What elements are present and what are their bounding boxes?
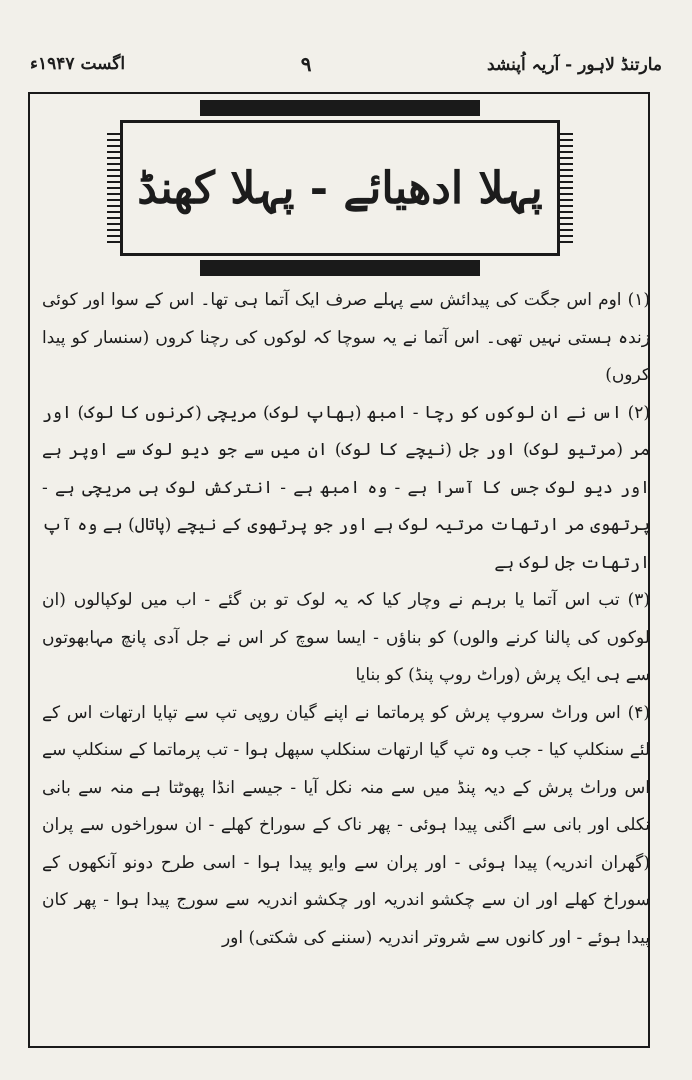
banner-box bbox=[120, 120, 560, 256]
page-number: ۹ bbox=[300, 52, 312, 76]
banner-bottom-bar bbox=[200, 260, 480, 276]
paragraph-3: (۳) تب اس آتما یا برہم نے وچار کیا کہ یہ لوک تو بن گئے - اب میں لوکپالوں (ان لوکوں کی پالنا کرنے والوں) کو بناؤں - ایسا سوچ کر اس نے جل آدی پانچ مہابھوتوں سے ہی ایک پرش (وراٹ روپ پنڈ) کو بنایا bbox=[42, 590, 650, 685]
paragraph-4: (۴) اس وراٹ سروپ پرش کو پرماتما نے اپنے گیان روپی تپ سے تپایا ارتھات اس کے لئے سنکلپ کیا - جب وہ تپ گیا ارتھات سنکلپ سپھل ہوا - تب پرماتما کے سنکلپ سے اس وراٹ پرش کے دیہ پنڈ میں سے منہ نکل آیا - جیسے انڈا پھوٹتا ہے منہ سے بانی نکلی اور بانی سے اگنی پیدا ہوئی - پھر ناک کے سوراخ کھلے - ان سوراخوں سے پران (گھران اندریہ) پیدا ہوئی - اور پران سے وایو پیدا ہوا - اسی طرح دونو آنکھوں کے سوراخ کھلے اور ان سے چکشو اندریہ اور چکشو اندریہ سے سورج پیدا ہوا - پھر کان پیدا ہوئے - اور کانوں سے شروتر اندریہ (سننے کی شکتی) اور bbox=[42, 702, 650, 948]
body-text bbox=[42, 282, 650, 1040]
paragraph-1: (۱) اوم اس جگت کی پیدائش سے پہلے صرف ایک آتما ہی تھا۔ اس کے سوا اور کوئی زندہ ہستی نہیں تھی۔ اس آتما نے یہ سوچا کہ لوکوں کی رچنا کروں (سنسار کو پیدا کروں) bbox=[42, 290, 650, 385]
page-header bbox=[30, 40, 662, 88]
header-date: اگست ۱۹۴۷ء bbox=[30, 54, 126, 74]
header-publication: مارتنڈ لاہور - آریہ اُپنشد bbox=[487, 54, 662, 75]
chapter-banner bbox=[120, 100, 560, 276]
paragraph-2: (۲) اس نے ان لوکوں کو رچا - امبھ (بھاپ لوک) مریچی (کرنوں کا لوک) اور مر (مرتیو لوک) اور جل (نیچے کا لوک) ان میں سے جو دیو لوک سے اوپر ہے اور دیو لوک جس کا آسرا ہے - وہ امبھ ہے - انترکش لوک ہی مریچی ہے - پرتھوی مر ارتھات مرتیہ لوک ہے اور جو پرتھوی کے نیچے (پاتال) ہے وہ آپ ارتھات جل لوک ہے bbox=[42, 402, 650, 573]
banner-top-bar bbox=[200, 100, 480, 116]
chapter-title: پہلا ادھیائے - پہلا کھنڈ bbox=[137, 162, 543, 214]
